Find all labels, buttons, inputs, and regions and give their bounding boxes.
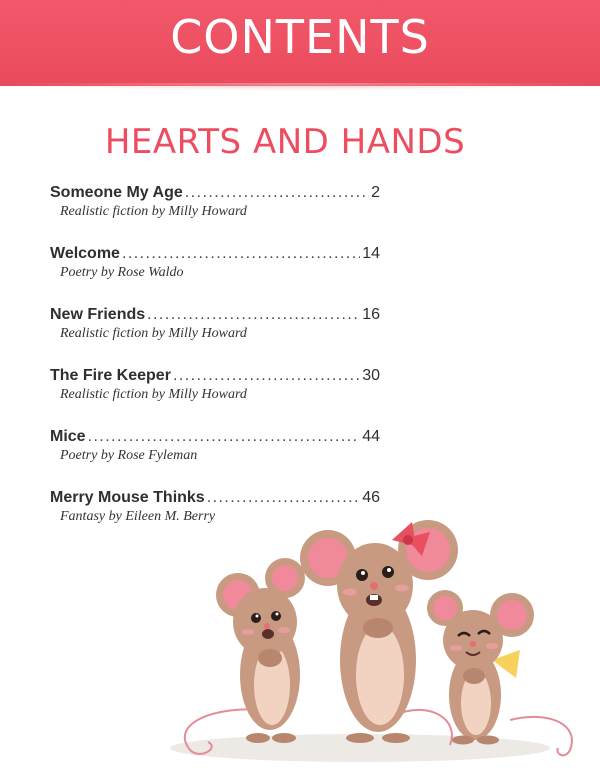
dot-leader [147,306,360,324]
toc-page-number: 14 [362,245,380,262]
toc-entry-byline: Realistic fiction by Milly Howard [60,204,247,219]
toc-entry-title: Mice [50,428,86,445]
dot-leader [207,489,361,507]
toc-entry-title: Merry Mouse Thinks [50,489,205,506]
toc-entry-title: New Friends [50,306,146,323]
toc-entry-byline: Poetry by Rose Waldo [60,265,184,280]
dot-leader [185,184,369,202]
dot-leader [88,428,361,446]
mouse-middle [300,520,458,743]
toc-page-number: 46 [362,489,380,506]
table-of-contents [50,184,380,550]
toc-entry-byline: Realistic fiction by Milly Howard [60,387,247,402]
toc-entry[interactable] [50,306,380,367]
mouse-right [427,590,534,745]
toc-page-number: 44 [362,428,380,445]
toc-entry-title: The Fire Keeper [50,367,171,384]
mouse-left [216,558,305,743]
toc-entry[interactable] [50,184,380,245]
toc-entry-byline: Poetry by Rose Fyleman [60,448,198,463]
toc-page-number: 16 [362,306,380,323]
toc-entry[interactable] [50,245,380,306]
toc-entry-byline: Fantasy by Eileen M. Berry [60,509,216,524]
three-mice-illustration [160,510,600,773]
dot-leader [173,367,360,385]
toc-entry-title: Welcome [50,245,120,262]
toc-entry[interactable] [50,428,380,489]
section-title: HEARTS AND HANDS [104,122,466,162]
dot-leader [122,245,360,263]
toc-entry-title: Someone My Age [50,184,183,201]
toc-entry[interactable] [50,367,380,428]
toc-page-number: 2 [371,184,380,201]
toc-entry-byline: Realistic fiction by Milly Howard [60,326,247,341]
toc-page-number: 30 [362,367,380,384]
page-title: CONTENTS [170,10,430,64]
